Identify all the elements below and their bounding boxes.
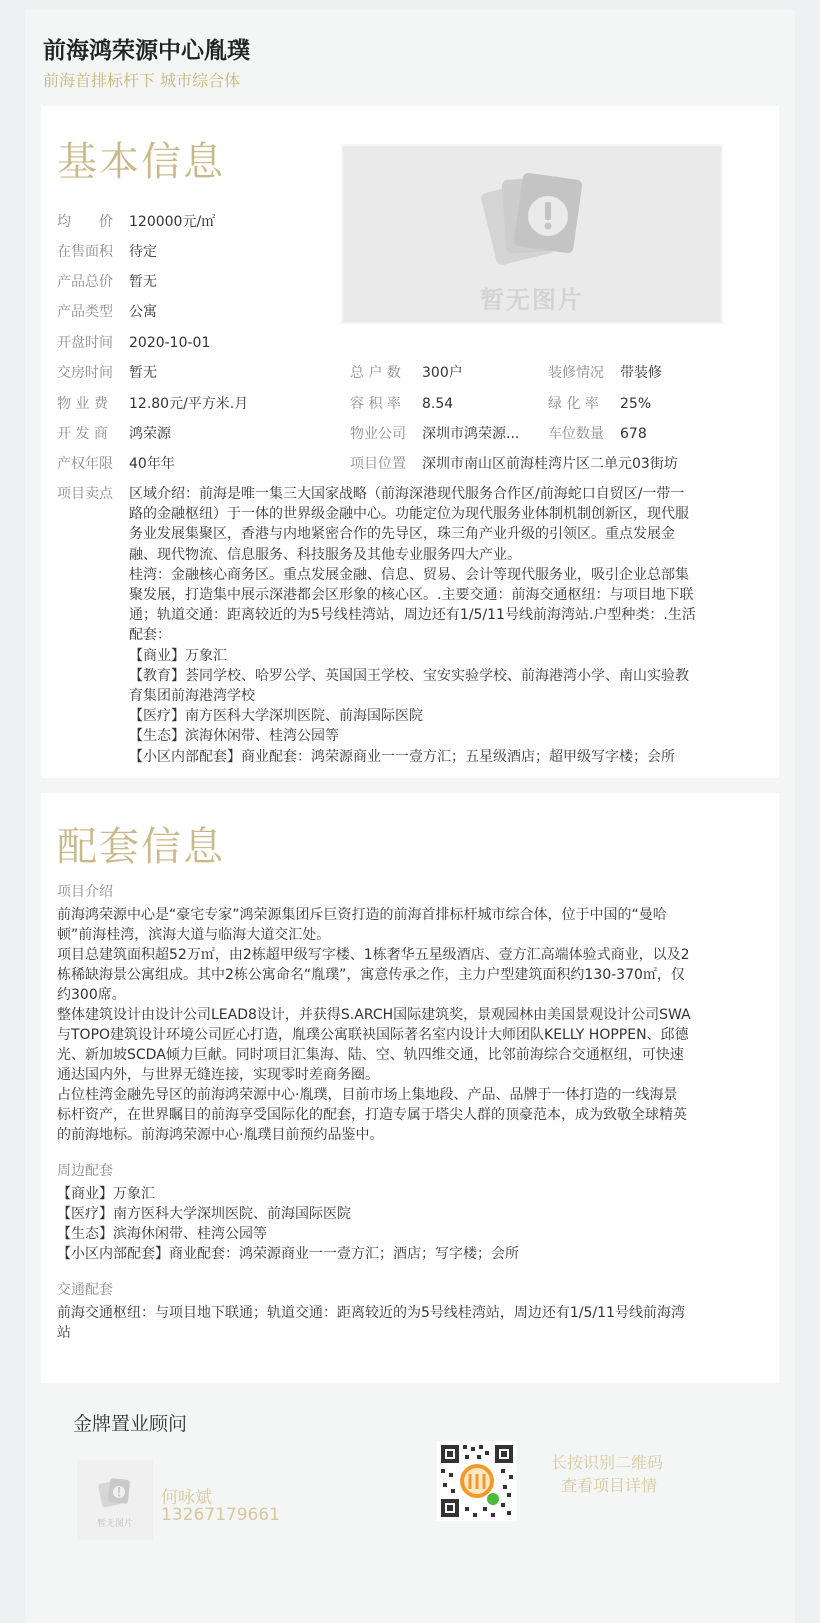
info-value: 12.80元/平方米.月 [129, 396, 249, 412]
text-line: 务业发展集聚区，香港与内地紧密合作的先导区，珠三角产业升级的引领区。重点发展金 [129, 526, 675, 543]
info-label: 均 价 [57, 214, 113, 230]
info-value: 鸿荣源 [129, 426, 171, 442]
text-line: 整体建筑设计由设计公司LEAD8设计，并获得S.ARCH国际建筑奖，景观园林由美国景观设计公司SWA [57, 1007, 691, 1023]
info-label: 物 业 费 [57, 396, 108, 412]
text-line: 光、新加坡SCDA倾力巨献。同时项目汇集海、陆、空、轨四维交通，比邻前海综合交通枢纽，可快速 [57, 1047, 684, 1063]
text-line: 【小区内部配套】商业配套：鸿荣源商业一一壹方汇；酒店；写字楼；会所 [57, 1246, 519, 1262]
basic-info-title: 基本信息 [57, 139, 225, 185]
intro-label: 项目介绍 [57, 884, 113, 900]
text-line: 约300席。 [57, 987, 126, 1003]
text-line: 栋稀缺海景公寓组成。其中2栋公寓命名“胤璞”，寓意传承之作，主力户型建筑面积约130-370㎡，仅 [57, 967, 685, 983]
info-row-households [350, 362, 463, 384]
qr-code-icon [437, 1441, 517, 1521]
text-line: 【医疗】南方医科大学深圳医院、前海国际医院 [57, 1206, 351, 1222]
text-line: 路的金融枢纽）于一体的世界级金融中心。功能定位为现代服务业体制机制创新区，现代服 [129, 506, 689, 523]
info-value: 深圳市南山区前海桂湾片区二单元03街坊 [422, 456, 678, 472]
qr-code[interactable] [437, 1441, 517, 1521]
info-row-decoration [548, 362, 662, 384]
text-line: 【小区内部配套】商业配套：鸿荣源商业一一壹方汇；五星级酒店；超甲级写字楼；会所 [129, 748, 675, 765]
nearby-text [57, 1184, 769, 1264]
info-label: 在售面积 [57, 244, 113, 260]
info-label: 交房时间 [57, 365, 113, 381]
text-line: 聚发展，打造集中展示深港都会区形象的核心区。.主要交通：前海交通枢纽：与项目地下联 [129, 587, 694, 604]
info-label: 装修情况 [548, 365, 604, 381]
page [25, 10, 795, 1623]
text-line: 前海交通枢纽：与项目地下联通；轨道交通：距离较近的为5号线桂湾站，周边还有1/5/11号线前海湾 [57, 1305, 685, 1321]
info-row-plot-ratio [350, 393, 453, 415]
info-row-parking [548, 423, 647, 445]
info-row-location [350, 453, 678, 475]
info-value: 待定 [129, 244, 157, 260]
info-label: 开盘时间 [57, 335, 113, 351]
text-line: 【生态】滨海休闲带、桂湾公园等 [129, 728, 339, 745]
facilities-card [41, 793, 779, 1383]
info-label: 绿 化 率 [548, 396, 599, 412]
info-label: 产品类型 [57, 304, 113, 320]
info-label: 车位数量 [548, 426, 604, 442]
info-value: 678 [620, 426, 647, 442]
info-label: 产品总价 [57, 274, 113, 290]
info-row-type [57, 301, 157, 323]
traffic-label: 交通配套 [57, 1282, 113, 1298]
info-row-area [57, 241, 157, 263]
text-line: 通达国内外，与世界无缝连接，实现零时差商务圈。 [57, 1067, 379, 1083]
traffic-text [57, 1303, 769, 1343]
info-label: 物业公司 [350, 426, 406, 442]
text-line: 【商业】万象汇 [57, 1186, 155, 1202]
selling-points-label-row [57, 483, 129, 505]
text-line: 标杆资产，在世界瞩目的前海享受国际化的配套，打造专属于塔尖人群的顶豪范本，成为致敬全球精英 [57, 1107, 687, 1123]
intro-text [57, 905, 769, 1145]
info-row-property-fee [57, 393, 248, 415]
text-line: 与TOPO建筑设计环境公司匠心打造，胤璞公寓联袂国际著名室内设计大师团队KELLY HOPPEN、邱德 [57, 1027, 689, 1043]
info-row-price [57, 211, 215, 233]
info-value: 8.54 [422, 396, 454, 412]
text-line: 的前海地标。前海鸿荣源中心·胤璞目前预约品鉴中。 [57, 1127, 384, 1143]
info-value: 暂无 [129, 274, 157, 290]
no-image-icon [474, 164, 594, 274]
advisor-phone[interactable]: 13267179661 [161, 1505, 280, 1525]
info-value: 25% [620, 396, 652, 412]
text-line: 站 [57, 1325, 71, 1341]
text-line: 前海鸿荣源中心是“豪宅专家”鸿荣源集团斥巨资打造的前海首排标杆城市综合体，位于中国的“曼哈 [57, 907, 667, 923]
text-line: 项目总建筑面积超52万㎡，由2栋超甲级写字楼、1栋奢华五星级酒店、壹方汇高端体验式商业，以及2 [57, 947, 690, 963]
text-line: 桂湾：金融核心商务区。重点发展金融、信息、贸易、会计等现代服务业，吸引企业总部集 [129, 566, 689, 583]
info-value: 300户 [422, 365, 463, 381]
info-label: 容 积 率 [350, 396, 401, 412]
text-line: 【医疗】南方医科大学深圳医院、前海国际医院 [129, 708, 423, 725]
info-value: 2020-10-01 [129, 335, 211, 351]
no-image-icon [95, 1474, 135, 1510]
nearby-label: 周边配套 [57, 1163, 113, 1179]
no-image-text: 暂无图片 [480, 286, 584, 314]
info-label: 项目位置 [350, 456, 406, 472]
info-label: 总 户 数 [350, 365, 401, 381]
advisor-avatar[interactable] [77, 1460, 153, 1540]
text-line: 顿”前海桂湾，滨海大道与临海大道交汇处。 [57, 927, 331, 943]
page-title: 前海鸿荣源中心胤璞 [43, 38, 250, 64]
info-row-developer [57, 423, 171, 445]
info-row-tenure [57, 453, 175, 475]
info-label: 开 发 商 [57, 426, 108, 442]
info-row-open-date [57, 332, 210, 354]
info-row-green-ratio [548, 393, 651, 415]
text-line: 育集团前海港湾学校 [129, 688, 255, 705]
avatar-placeholder-text: 暂无图片 [96, 1519, 133, 1529]
text-line: 配套： [129, 627, 171, 644]
info-label: 产权年限 [57, 456, 113, 472]
advisor-section [61, 1395, 761, 1620]
text-line: 区域介绍：前海是唯一集三大国家战略（前海深港现代服务合作区/前海蛇口自贸区/一带一 [129, 486, 685, 502]
text-line: 【教育】荟同学校、哈罗公学、英国国王学校、宝安实验学校、前海港湾小学、南山实验教 [129, 667, 689, 684]
info-row-total-price [57, 271, 157, 293]
info-value: 公寓 [129, 304, 157, 320]
info-value: 暂无 [129, 365, 157, 381]
info-value: 深圳市鸿荣源... [422, 426, 520, 442]
text-line: 【生态】滨海休闲带、桂湾公园等 [57, 1226, 267, 1242]
info-row-property-company [350, 423, 519, 445]
info-value: 120000元/㎡ [129, 214, 216, 230]
text-line: 占位桂湾金融先导区的前海鸿荣源中心·胤璞，目前市场上集地段、产品、品牌于一体打造的一线海景 [57, 1087, 678, 1103]
advisor-name: 何咏斌 [161, 1488, 212, 1508]
info-value: 带装修 [620, 365, 662, 381]
selling-points-text [129, 484, 769, 767]
text-line: 【商业】万象汇 [129, 647, 227, 664]
page-subtitle: 前海首排标杆下 城市综合体 [43, 71, 241, 90]
qr-hint-line1: 长按识别二维码 [551, 1453, 664, 1472]
text-line: 融、现代物流、信息服务、科技服务及其他专业服务四大产业。 [129, 546, 521, 563]
info-label: 项目卖点 [57, 486, 113, 502]
info-value: 40年年 [129, 456, 175, 472]
facilities-title: 配套信息 [57, 824, 225, 870]
project-photo-placeholder [341, 144, 723, 324]
qr-hint-line2: 查看项目详情 [561, 1476, 658, 1495]
advisor-title: 金牌置业顾问 [73, 1413, 188, 1435]
basic-info-card [41, 106, 779, 778]
info-row-delivery [57, 362, 157, 384]
text-line: 通；轨道交通：距离较近的为5号线桂湾站，周边还有1/5/11号线前海湾站.户型种类：.生活 [129, 607, 696, 624]
